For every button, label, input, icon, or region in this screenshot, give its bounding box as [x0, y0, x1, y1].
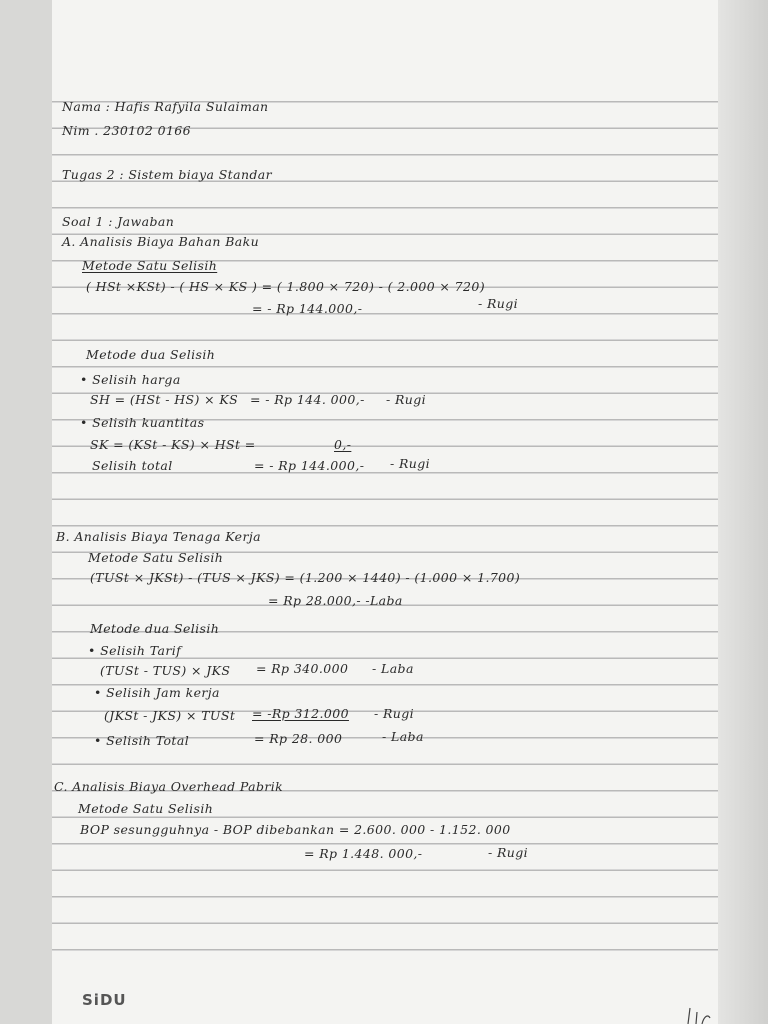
- quantity-variance-title: • Selisih kuantitas: [80, 415, 205, 430]
- quantity-variance-result: 0,-: [334, 437, 352, 452]
- section-b-method-one-formula: (TUSt × JKSt) - (TUS × JKS) = (1.200 × 1440) - (1.000 × 1.700): [90, 570, 521, 585]
- section-c-note: - Rugi: [488, 845, 529, 860]
- total-variance-b-label: • Selisih Total: [94, 733, 190, 748]
- section-a-method-one-formula: ( HSt ×KSt) - ( HS × KS ) = ( 1.800 × 720) - ( 2.000 × 720): [86, 279, 486, 294]
- quantity-variance-formula: SK = (KSt - KS) × HSt =: [90, 437, 256, 452]
- section-b-title: B. Analisis Biaya Tenaga Kerja: [56, 529, 261, 544]
- hours-variance-result: = -Rp 312.000: [252, 706, 349, 721]
- rate-variance-result: = Rp 340.000: [256, 661, 349, 676]
- price-variance-result: = - Rp 144. 000,-: [250, 392, 365, 407]
- total-variance-b-result: = Rp 28. 000: [254, 731, 343, 746]
- hours-variance-formula: (JKSt - JKS) × TUSt: [104, 708, 236, 723]
- section-a-method-one-result: = - Rp 144.000,-: [252, 301, 363, 316]
- section-b-method-two-title: Metode dua Selisih: [90, 621, 220, 636]
- section-c-title: C. Analisis Biaya Overhead Pabrik: [54, 779, 284, 794]
- student-nim: Nim . 230102 0166: [62, 123, 192, 138]
- section-a-method-one-note: - Rugi: [478, 296, 519, 311]
- total-variance-a-label: Selisih total: [92, 458, 173, 473]
- section-c-result: = Rp 1.448. 000,-: [304, 846, 423, 861]
- section-c-method-title: Metode Satu Selisih: [78, 801, 214, 816]
- rate-variance-formula: (TUSt - TUS) × JKS: [100, 663, 231, 678]
- total-variance-a-note: - Rugi: [390, 456, 431, 471]
- section-b-method-one-title: Metode Satu Selisih: [88, 550, 224, 565]
- section-b-method-one-result: = Rp 28.000,- -Laba: [268, 593, 403, 608]
- soal-heading: Soal 1 : Jawaban: [62, 214, 175, 229]
- price-variance-note: - Rugi: [386, 392, 427, 407]
- section-c-formula: BOP sesungguhnya - BOP dibebankan = 2.600. 000 - 1.152. 000: [80, 822, 511, 837]
- page-top-margin: [52, 0, 718, 80]
- total-variance-a-result: = - Rp 144.000,-: [254, 458, 365, 473]
- page-edge-shadow: [718, 0, 768, 1024]
- page-bottom-margin: [52, 972, 718, 1024]
- notebook-page: [52, 0, 718, 1024]
- price-variance-title: • Selisih harga: [80, 372, 181, 387]
- hours-variance-title: • Selisih Jam kerja: [94, 685, 220, 700]
- student-name: Nama : Hafis Rafyila Sulaiman: [62, 99, 269, 114]
- section-a-title: A. Analisis Biaya Bahan Baku: [62, 234, 260, 249]
- rate-variance-note: - Laba: [372, 661, 414, 676]
- total-variance-b-note: - Laba: [382, 729, 424, 744]
- price-variance-formula: SH = (HSt - HS) × KS: [90, 392, 239, 407]
- hours-variance-note: - Rugi: [374, 706, 415, 721]
- section-a-method-one-title: Metode Satu Selisih: [82, 258, 218, 273]
- section-a-method-two-title: Metode dua Selisih: [86, 347, 216, 362]
- rate-variance-title: • Selisih Tarif: [88, 643, 182, 658]
- corner-pen-mark: [680, 998, 720, 1024]
- paper-brand-logo: SiDU: [82, 991, 127, 1009]
- assignment-title: Tugas 2 : Sistem biaya Standar: [62, 167, 273, 182]
